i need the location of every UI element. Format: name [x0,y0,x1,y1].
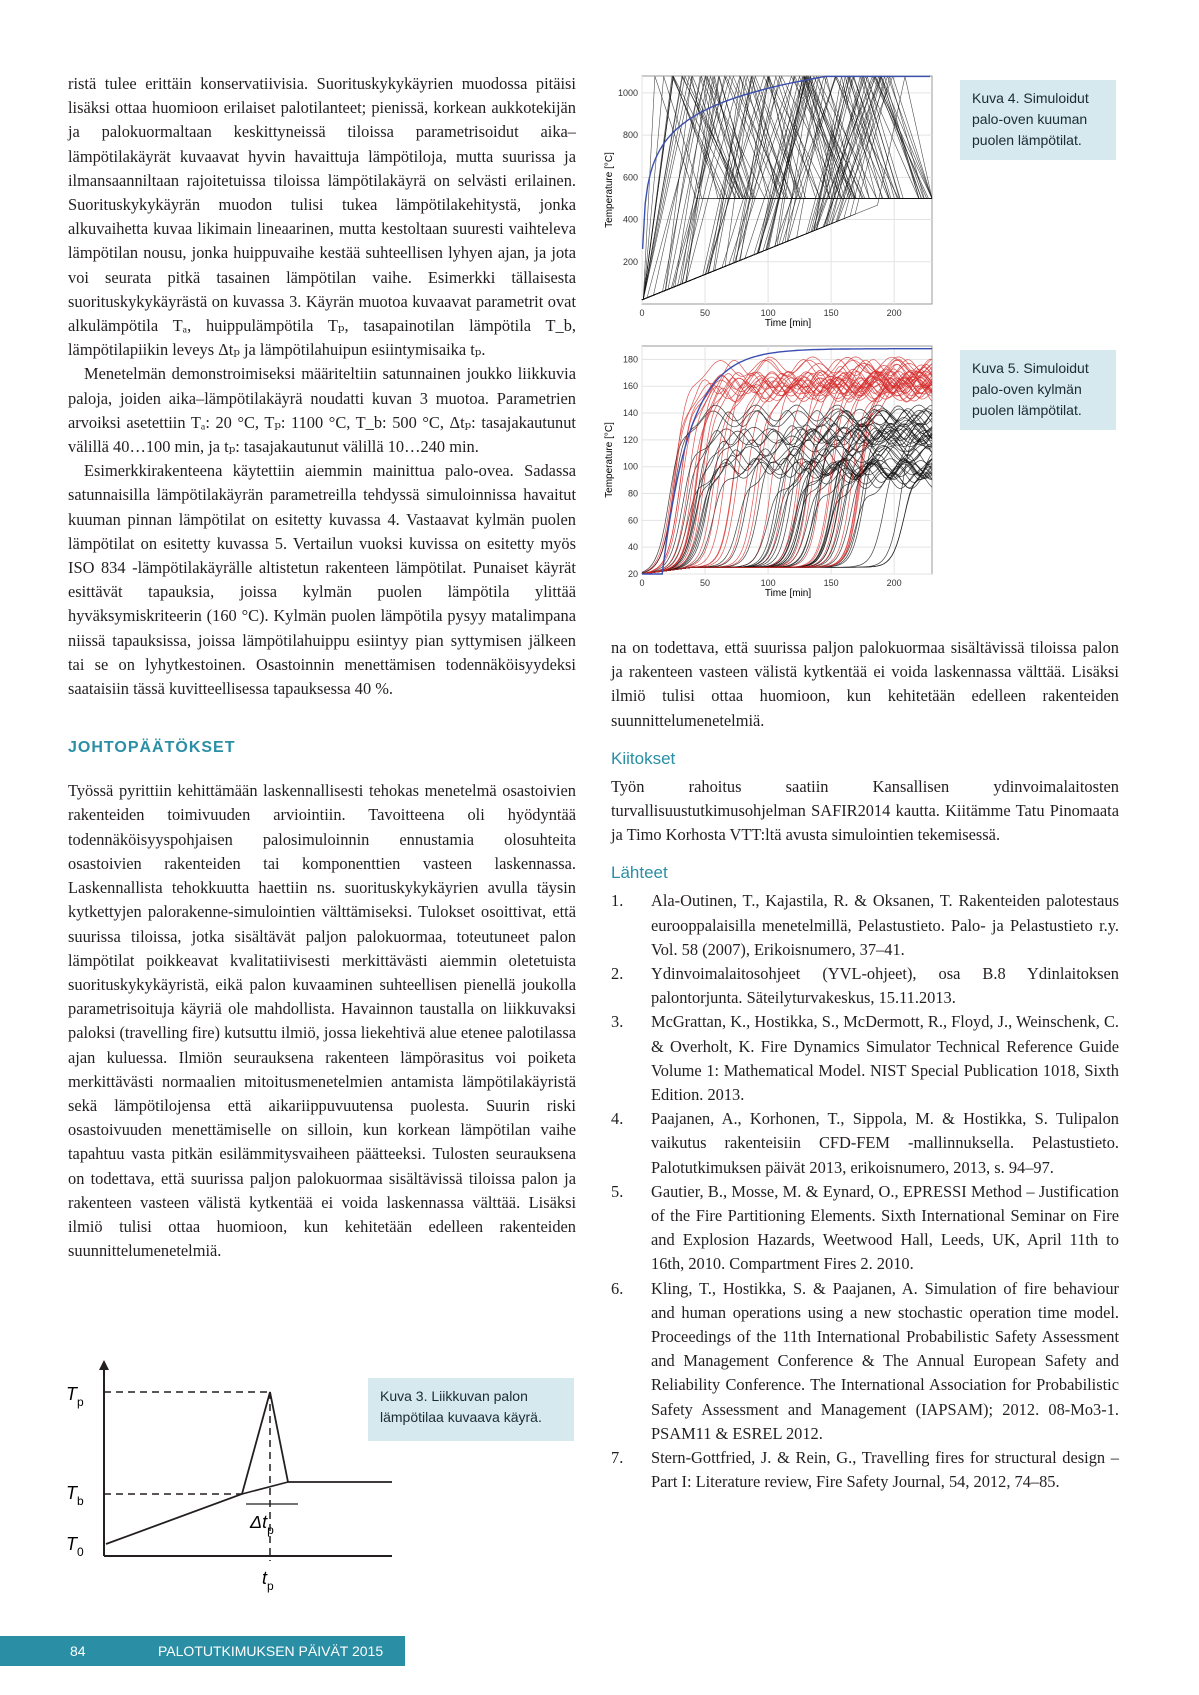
fig4-xtick-label: 50 [700,308,711,318]
fig5-ytick-label: 120 [622,434,638,445]
fig5-ylabel: Temperature [°C] [604,422,615,498]
fig3-y-arrow-icon [99,1360,109,1370]
fig4-xtick-label: 200 [886,308,902,318]
reference-item: 4. Paajanen, A., Korhonen, T., Sippola, M. & Hostikka, S. Tulipalon vaikutus rakenteisiin CFD-FEM -mallinnuksella. Pelastustieto. Palotutkimuksen päivät 2013, erikoisnumero, 2013, s. 94–97. [611,1109,1119,1177]
reference-item: 1. Ala-Outinen, T., Kajastila, R. & Oksanen, T. Rakenteiden palotestaus eurooppalaisilla menetelmillä, Pelastustieto. Palo- ja Pelastustieto r.y. Vol. 58 (2007), Erikoisnumero, 37–41. [611,891,1119,959]
reference-item: 5. Gautier, B., Mosse, M. & Eynard, O., EPRESSI Method – Justification of the Fire Partitioning Elements. Sixth International Seminar on Fire and Explosion Hazards, Weetwood Hall, Leeds, UK, April 11th to 16th, 2010. Compartment Fires 2. 2010. [611,1181,1119,1274]
figure-3-chart [62,1356,397,1596]
conclusions-continuation: na on todettava, että suurissa paljon palokuormaa sisältävissä tiloissa palon ja rakenteen vasteen välistä kytkentää ei voida laskennassa välttää. Lisäksi ilmiö tulisi ottaa huomioon, kun kehitetään edelleen rakenteiden suunnittelumenetelmiä. [611,638,1119,730]
fig4-xlabel: Time [min] [764,318,812,329]
fig3-label-tpx: $t_p$ [262,1568,274,1593]
fig5-ytick-label: 60 [627,515,638,526]
fig5-ytick-label: 100 [622,461,638,472]
fig5-xtick-label: 0 [639,578,645,588]
reference-item: 2. Ydinvoimalaitosohjeet (YVL-ohjeet), osa B.8 Ydinlaitoksen palontorjunta. Säteilyturvakeskus, 15.11.2013. [611,964,1119,1008]
fig4-xtick-label: 150 [823,308,839,318]
fig4-ylabel: Temperature [°C] [604,152,615,228]
journal-title: PALOTUTKIMUKSEN PÄIVÄT 2015 [158,1643,384,1659]
conclusions-paragraph: Työssä pyrittiin kehittämään laskennallisesti tehokas menetelmä osastoivien rakenteiden toimivuuden arviointiin. Tavoitteena oli hyödyntää todennäköisyyspohjaisen palosimuloinnin ennustamia olosuhteita osastoivien rakenteiden tai komponenttien vasteen laskennassa. Laskennallista tehokkuutta haettiin ns. suorituskykykäyrien avulla täysin kytkettyjen palorakenne-simulointien välttämiseksi. Tulokset osoittivat, että suurissa tiloissa, jotka sisältävät paljon palokuormaa, toteutuneet palon lämpötilat poikkeavat kvalitatiivisesti merkittävästi aiemmin oletetuista suorituskykykäyristä, eikä palon kuvaaminen suhteellisen pienellä joukolla parametrisoituja käyriä ole mahdollista. Havainnon taustalla on liikkuvaksi paloksi (travelling fire) kutsuttu ilmiö, jossa liekehtivä alue etenee palotilassa ajan kuluessa. Ilmiön seurauksena rakenteen lämpörasitus voi poiketa merkittävästi normaalien mitoitusmenetelmien antamista lämpötilakäyristä sekä lämpötilojensa että aikariippuvuutensa puolesta. Suurin riski osastoivuuden menettämiselle on silloin, kun korkean lämpötilan vaihe tapahtuu vasta pitkän esilämmitysvaiheen päätteeksi. Tulosten seurauksena on todettava, että suurissa paljon palokuormaa sisältävissä tiloissa palon ja rakenteen vasteen välistä kytkentää ei voida laskennassa välttää. Lisäksi ilmiö tulisi ottaa huomioon, kun kehitetään edelleen rakenteiden suunnittelumenetelmiä. [68,781,576,1261]
page-footer [0,1636,405,1666]
references-heading: Lähteet [611,863,668,883]
figure-5-chart [600,346,940,604]
left-column [68,72,576,1261]
fig4-xtick-label: 0 [639,308,645,318]
fig5-xtick-label: 150 [823,578,839,588]
figure-4-chart [600,76,940,334]
figure-4-caption: Kuva 4. Simuloidut palo-oven kuuman puolen lämpötilat. [960,80,1116,160]
fig4-ytick-label: 600 [622,172,638,183]
fig5-ytick-label: 20 [627,569,638,579]
reference-item: 7. Stern-Gottfried, J. & Rein, G., Travelling fires for structural design – Part I: Literature review, Fire Safety Journal, 54, 2012, 74–85. [611,1448,1119,1492]
fig5-xtick-label: 200 [886,578,902,588]
fig5-ytick-label: 80 [627,488,638,499]
figure-3-svg [62,1356,397,1596]
fig5-ytick-label: 180 [622,354,638,365]
fig4-xtick-label: 100 [760,308,776,318]
fig5-xtick-label: 100 [760,578,776,588]
fig5-xlabel: Time [min] [764,588,812,599]
section-heading-conclusions: JOHTOPÄÄTÖKSET [68,739,236,757]
fig4-ytick-label: 800 [622,130,638,141]
reference-list [611,889,1119,1494]
fig3-label-tp: $T_p$ [66,1384,84,1409]
body-paragraph: ristä tulee erittäin konservatiivisia. Suorituskykykäyrien muodossa pitäisi lisäksi ottaa huomioon erilaiset palotilanteet; pienissä, korkean aukkotekijän ja palokuormaltaan keskittyneissä tiloissa parametrisoidut aika–lämpötilakäyrät kuvaavat hyvin havaittuja lämpötiloja, mutta suurissa ja ilmansaanniltaan rajoitetuissa tiloissa lämpötilakäyrä on selvästi erilainen. Suorituskykykäyrän muodon tulisi tukea lämpötilakehitystä, jonka alkuvaihetta kuvaa likimain lineaarinen, mutta kestoltaan suuresti vaihteleva lämpötilan nousu, jonka huippuvaihe kestää suhteellisen lyhyen ajan, ja jota voi seurata pitkä tasainen lämpötilan vaihe. Esimerkki tällaisesta suorituskykykäyrästä on kuvassa 3. Käyrän muotoa kuvaavat parametrit ovat alkulämpötila Tₐ, huippulämpötila Tₚ, tasapainotilan lämpötila T_b, lämpötilapiikin leveys Δtₚ ja lämpötilahuipun esiintymisaika tₚ. [68,74,576,360]
fig3-curve-base [242,1482,288,1494]
figure-5-svg [600,346,940,604]
fig4-ytick-label: 200 [622,256,638,267]
right-column [611,636,1119,1495]
fig3-label-t0: $T_0$ [66,1534,84,1559]
fig4-ytick-label: 400 [622,214,638,225]
thanks-heading: Kiitokset [611,748,676,768]
fig5-ytick-label: 40 [627,542,638,553]
fig3-label-dtp: $\Delta t_p$ [250,1512,274,1537]
body-paragraph: Esimerkkirakenteena käytettiin aiemmin mainittua palo-ovea. Sadassa satunnaisilla lämpötilakäyrän parametreilla tehdyssä simuloinnissa havaitut kuuman pinnan lämpötilat on esitetty kuvassa 4. Vastaavat kylmän puolen lämpötilat on esitetty kuvassa 5. Vertailun vuoksi kuvissa on esitetty myös ISO 834 -lämpötilakäyrälle altistetun rakenteen lämpötilat. Punaiset käyrät esittävät tapauksia, joissa kylmän puolen lämpötila ylittää hyväksymiskriteerin (160 °C). Kylmän puolen lämpötila pysyy matalimpana niissä tapauksissa, joissa lämpötilahuippu esiintyy pian syttymisen jälkeen tai se on lyhytkestoinen. Osastoinnin menettämisen todennäköisyydeksi saataisiin tässä kuvitteellisessa tapauksessa 40 %. [68,461,576,699]
fig5-ytick-label: 160 [622,381,638,392]
figure-5-caption: Kuva 5. Simuloidut palo-oven kylmän puolen lämpötilat. [960,350,1116,430]
thanks-paragraph: Työn rahoitus saatiin Kansallisen ydinvoimalaitosten turvallisuustutkimusohjelman SAFIR2014 kautta. Kiitämme Tatu Pinomaata ja Timo Korhosta VTT:ltä avusta simulointien tekemisessä. [611,776,1119,845]
fig5-ytick-label: 140 [622,408,638,419]
reference-item: 3. McGrattan, K., Hostikka, S., McDermott, R., Floyd, J., Weinschenk, C. & Overholt, K. Fire Dynamics Simulator Technical Reference Guide Volume 1: Mathematical Model. NIST Special Publication 1018, Sixth Edition. 2013. [611,1012,1119,1105]
fig3-label-tb: $T_b$ [66,1483,84,1508]
reference-item: 6. Kling, T., Hostikka, S. & Paajanen, A. Simulation of fire behaviour and human operations using a new stochastic operation time model. Proceedings of the 11th International Probabilistic Safety Assessment and Management Conference & The Annual European Safety and Reliability Conference. The International Association for Probabilistic Safety Assessment and Management (IAPSAM); 2012. 08-Mo3-1. PSAM11 & ESREL 2012. [611,1278,1119,1443]
figure-4-svg [600,76,940,334]
fig4-ytick-label: 1000 [617,87,638,98]
fig3-curve [106,1392,392,1544]
body-paragraph: Menetelmän demonstroimiseksi määriteltiin satunnainen joukko liikkuvia paloja, joiden aika–lämpötilakäyrä noudatti kuvan 3 muotoa. Parametrien arvoiksi asetettiin Tₐ: 20 °C, Tₚ: 1100 °C, T_b: 500 °C, Δtₚ: tasajakautunut välillä 40…100 min, ja tₚ: tasajakautunut välillä 10…240 min. [68,364,576,457]
fig5-xtick-label: 50 [700,578,711,588]
figure-3-caption: Kuva 3. Liikkuvan palon lämpötilaa kuvaava käyrä. [368,1378,574,1441]
page-number: 84 [70,1643,86,1659]
